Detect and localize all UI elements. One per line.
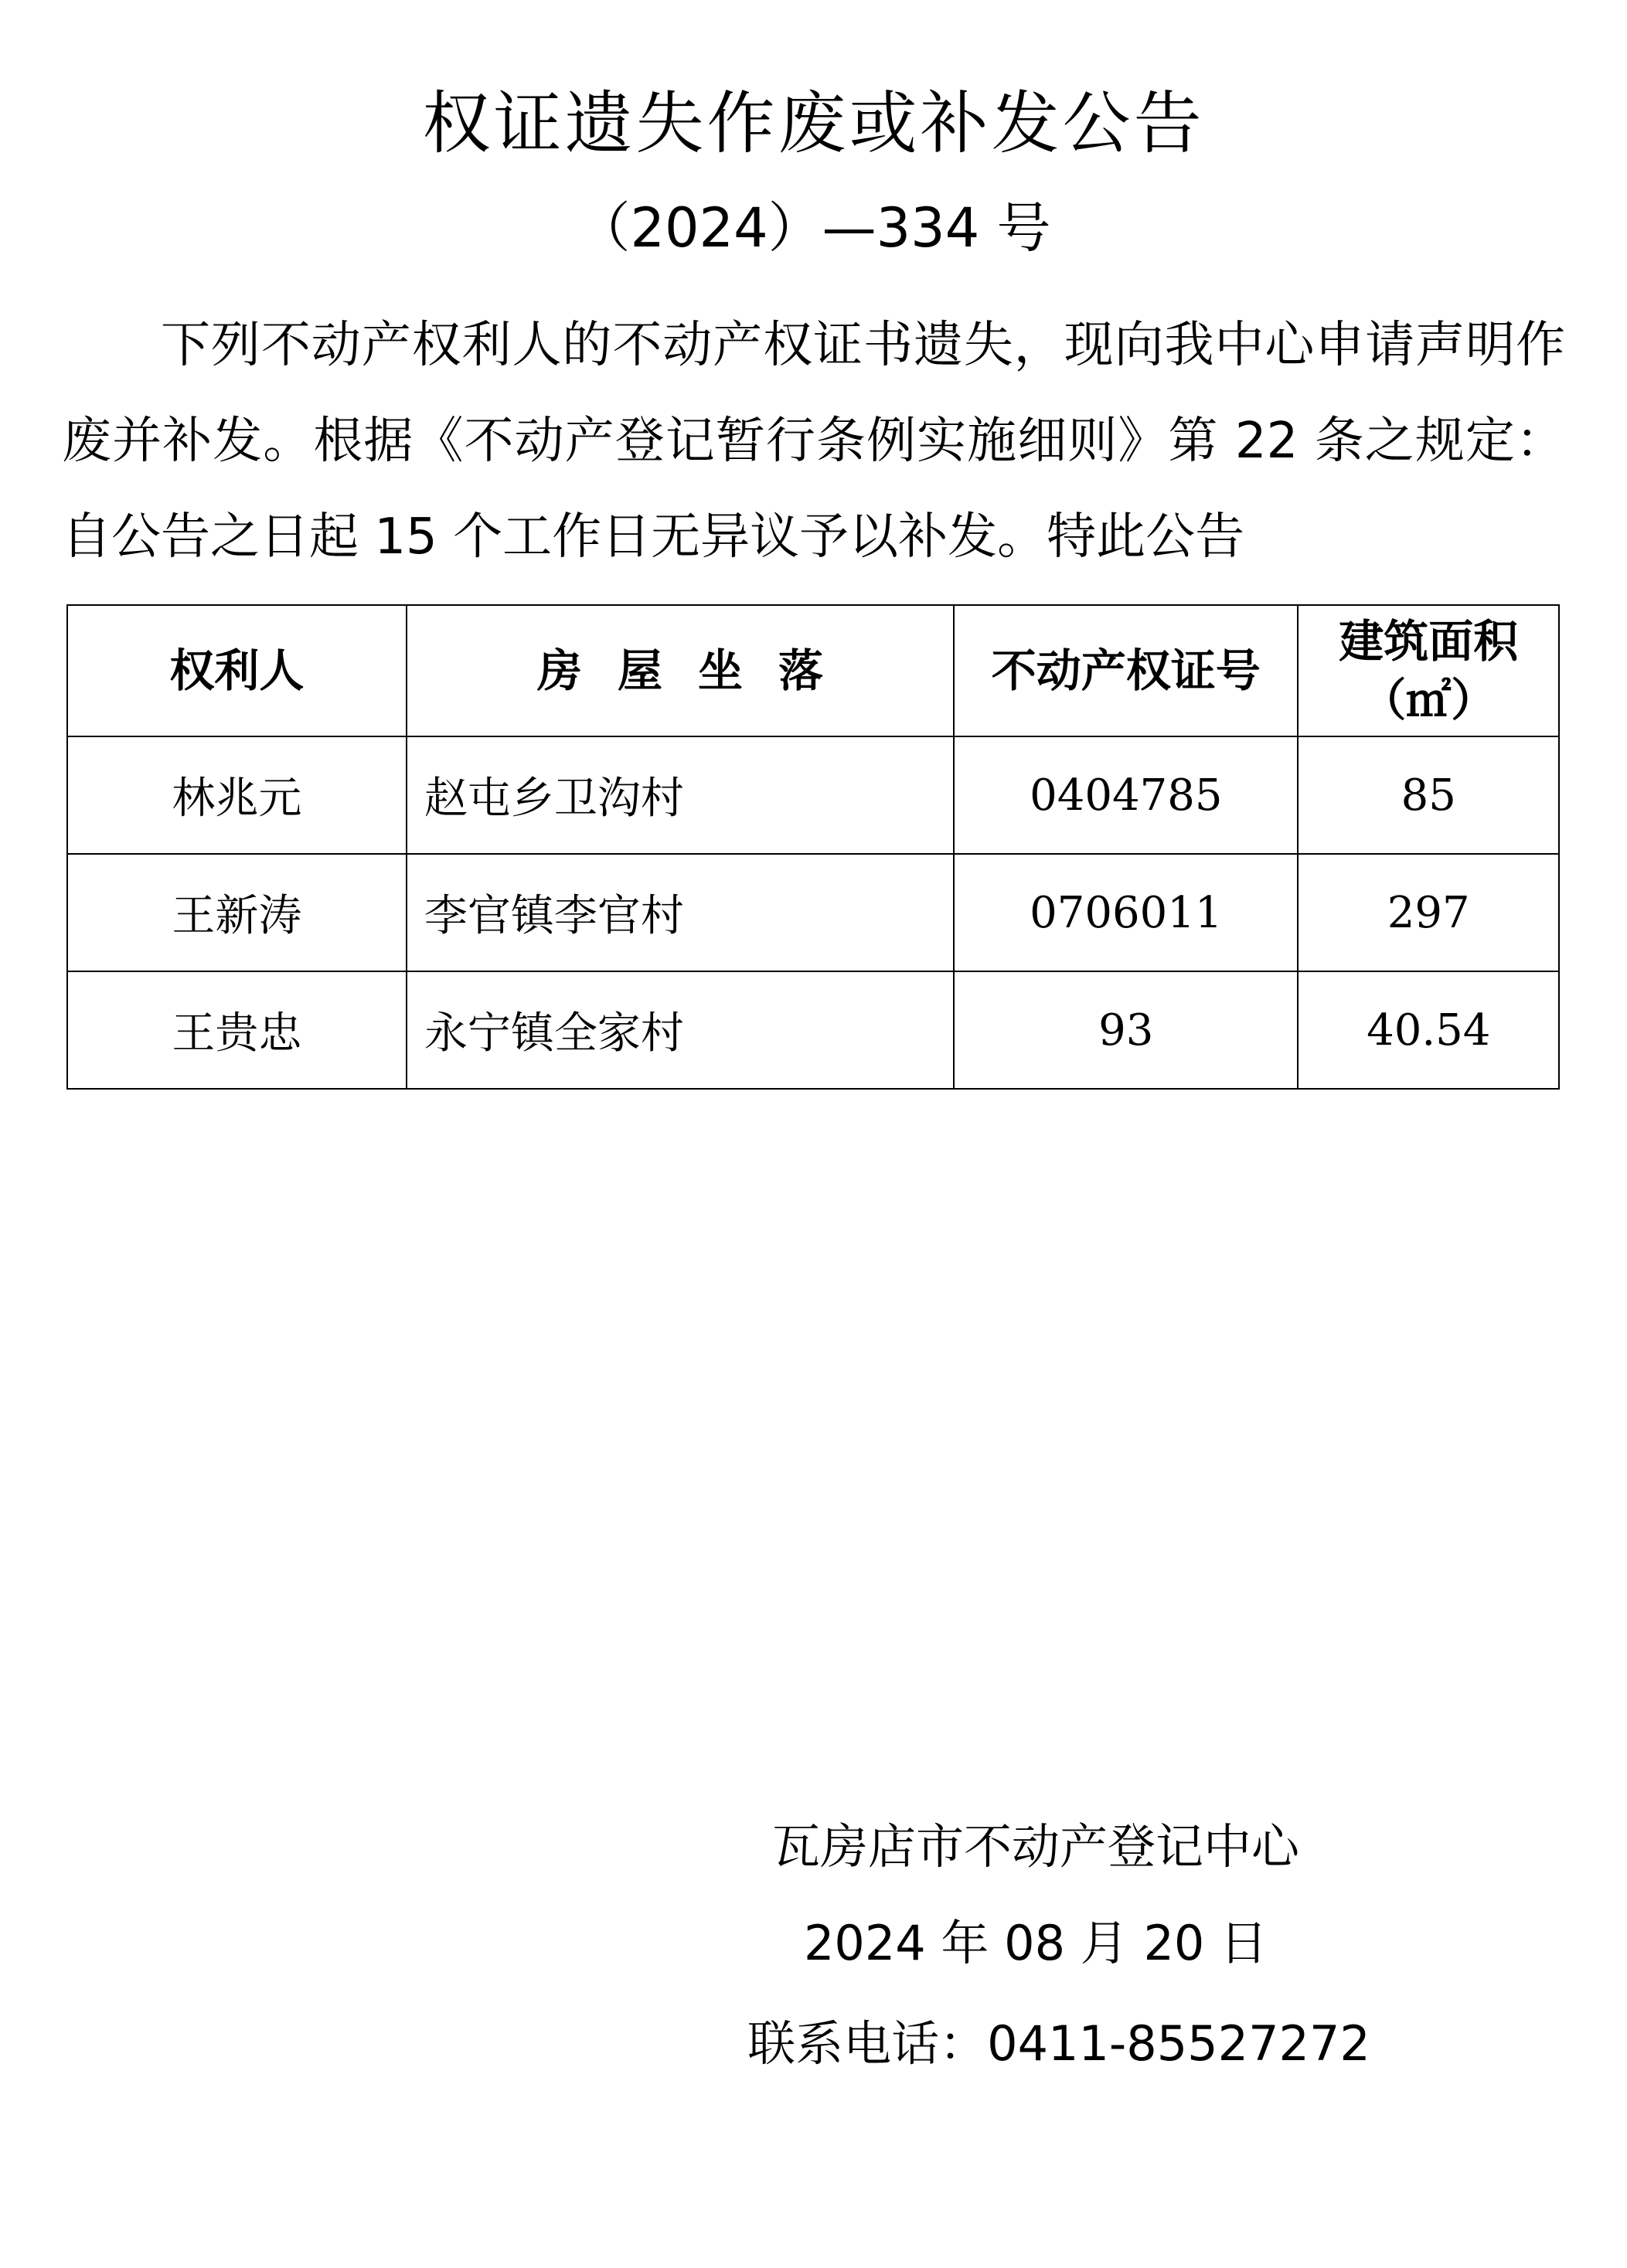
issuer-name: 瓦房店市不动产登记中心 <box>771 1818 1299 1875</box>
notice-body: 下列不动产权利人的不动产权证书遗失，现向我中心申请声明作废并补发。根据《不动产登记暂行条例实施细则》第 22 条之规定：自公告之日起 15 个工作日无异议予以补发。特此公告 <box>62 317 1565 566</box>
table-header-row <box>67 605 1559 736</box>
table-row <box>67 971 1559 1089</box>
table-row <box>67 736 1559 854</box>
header-area-label: 建筑面积 <box>1339 615 1519 668</box>
certificate-table <box>66 604 1560 1090</box>
header-area <box>1298 605 1559 736</box>
issue-date: 2024 年 08 月 20 日 <box>803 1915 1268 1971</box>
cell-area: 85 <box>1298 736 1559 854</box>
header-cert-no: 不动产权证号 <box>954 605 1298 736</box>
cell-cert-no: 0706011 <box>954 854 1298 971</box>
notice-title: 权证遗失作废或补发公告 <box>422 83 1205 163</box>
header-holder: 权利人 <box>67 605 407 736</box>
notice-number: （2024）—334 号 <box>576 196 1051 260</box>
cell-holder: 林兆元 <box>67 736 407 854</box>
cell-holder: 王贵忠 <box>67 971 407 1089</box>
cell-cert-no: 0404785 <box>954 736 1298 854</box>
table-row <box>67 854 1559 971</box>
cell-location: 赵屯乡卫沟村 <box>407 736 954 854</box>
cell-cert-no: 93 <box>954 971 1298 1089</box>
header-area-unit: （㎡） <box>1361 674 1496 726</box>
cell-area: 297 <box>1298 854 1559 971</box>
header-location <box>407 605 954 736</box>
header-location-label: 房屋坐落 <box>536 644 859 697</box>
cell-location: 李官镇李官村 <box>407 854 954 971</box>
contact-phone: 联系电话：0411-85527272 <box>747 2015 1370 2072</box>
cell-area: 40.54 <box>1298 971 1559 1089</box>
cell-holder: 王新涛 <box>67 854 407 971</box>
cell-location: 永宁镇全家村 <box>407 971 954 1089</box>
